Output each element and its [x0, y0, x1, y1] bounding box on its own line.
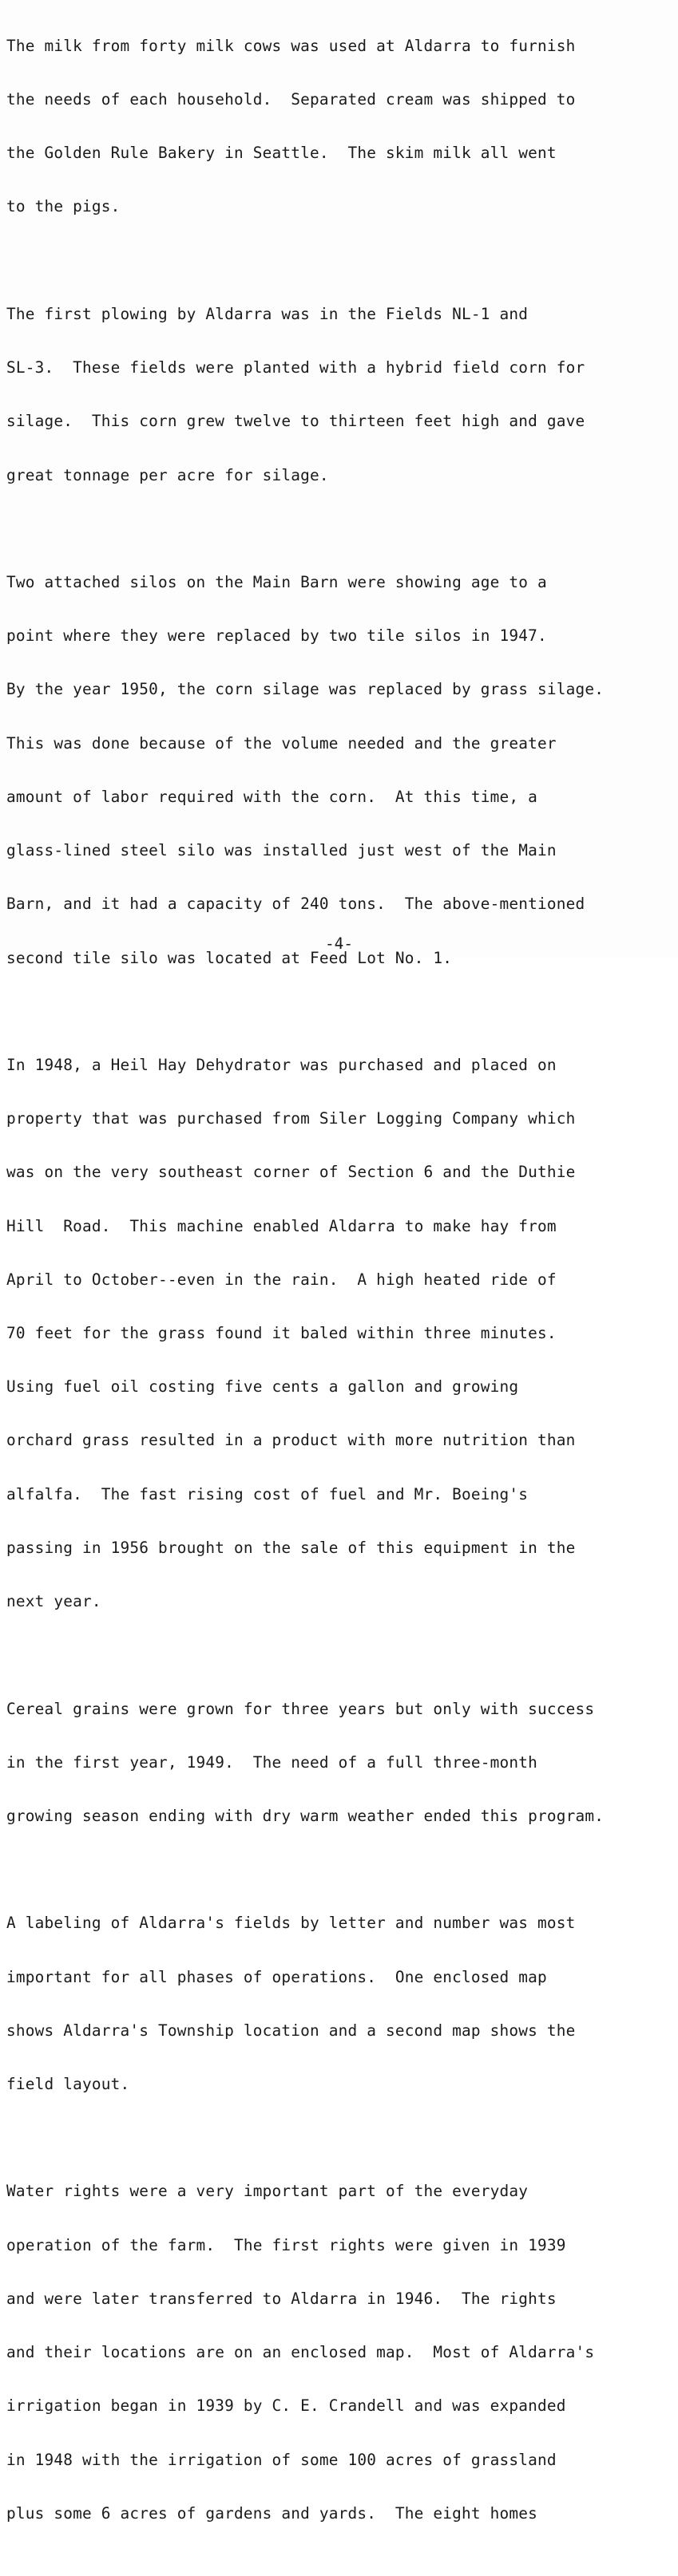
- text-line: Hill Road. This machine enabled Aldarra to make hay from: [6, 1216, 557, 1235]
- paragraph-cereal-grains: [6, 1665, 677, 1861]
- text-line: to the pigs.: [6, 197, 121, 216]
- text-line: In 1948, a Heil Hay Dehydrator was purchased and placed on: [6, 1055, 557, 1074]
- text-line: amount of labor required with the corn. At this time, a: [6, 787, 537, 806]
- text-line: Barn, and it had a capacity of 240 tons. The above-mentioned: [6, 895, 585, 914]
- text-line: The first plowing by Aldarra was in the Fields NL-1 and: [6, 304, 529, 323]
- text-line: in the first year, 1949. The need of a full three-month: [6, 1752, 537, 1772]
- text-line: operation of the farm. The first rights were given in 1939: [6, 2235, 566, 2254]
- text-line: alfalfa. The fast rising cost of fuel and Mr. Boeing's: [6, 1484, 529, 1503]
- text-line: Two attached silos on the Main Barn were showing age to a: [6, 572, 547, 591]
- text-line: orchard grass resulted in a product with more nutrition than: [6, 1431, 576, 1450]
- paragraph-field-labeling: [6, 1879, 677, 2130]
- paragraph-milk: [6, 2, 677, 252]
- text-line: property that was purchased from Siler Logging Company which: [6, 1109, 576, 1128]
- text-line: irrigation began in 1939 by C. E. Crandell and was expanded: [6, 2396, 566, 2416]
- text-line: 70 feet for the grass found it baled within three minutes.: [6, 1324, 557, 1343]
- text-line: and were later transferred to Aldarra in 1946. The rights: [6, 2289, 557, 2308]
- text-line: second tile silo was located at Feed Lot No. 1.: [6, 948, 453, 967]
- text-line: silage. This corn grew twelve to thirteen feet high and gave: [6, 412, 585, 431]
- text-line: was on the very southeast corner of Section 6 and the Duthie: [6, 1163, 576, 1182]
- text-line: April to October--even in the rain. A high heated ride of: [6, 1270, 557, 1289]
- text-line: and their locations are on an enclosed map. Most of Aldarra's: [6, 2343, 595, 2362]
- page-number: -4-: [324, 934, 354, 953]
- paragraph-silos: [6, 538, 677, 1003]
- text-line: next year.: [6, 1592, 101, 1611]
- text-line: This was done because of the volume needed and the greater: [6, 733, 557, 753]
- text-line: Water rights were a very important part of the everyday: [6, 2182, 529, 2201]
- text-line: plus some 6 acres of gardens and yards. The eight homes: [6, 2503, 537, 2523]
- text-line: growing season ending with dry warm weather ended this program.: [6, 1806, 605, 1825]
- paragraph-dehydrator: [6, 1021, 677, 1646]
- text-line: passing in 1956 brought on the sale of this equipment in the: [6, 1538, 576, 1557]
- paragraph-plowing: [6, 270, 677, 520]
- text-line: glass-lined steel silo was installed just west of the Main: [6, 841, 557, 860]
- paragraph-water-rights: [6, 2147, 677, 2558]
- text-line: shows Aldarra's Township location and a second map shows the: [6, 2021, 576, 2040]
- text-line: in 1948 with the irrigation of some 100 acres of grassland: [6, 2450, 557, 2469]
- text-line: SL-3. These fields were planted with a hybrid field corn for: [6, 358, 585, 377]
- text-line: A labeling of Aldarra's fields by letter and number was most: [6, 1914, 576, 1933]
- text-line: The milk from forty milk cows was used at Aldarra to furnish: [6, 36, 576, 55]
- text-line: By the year 1950, the corn silage was replaced by grass silage.: [6, 680, 605, 699]
- text-line: point where they were replaced by two tile silos in 1947.: [6, 626, 547, 646]
- text-line: great tonnage per acre for silage.: [6, 465, 329, 484]
- text-line: the Golden Rule Bakery in Seattle. The skim milk all went: [6, 144, 557, 163]
- text-line: Cereal grains were grown for three years but only with success: [6, 1699, 595, 1718]
- text-line: field layout.: [6, 2075, 130, 2094]
- text-line: important for all phases of operations. One enclosed map: [6, 1967, 547, 1986]
- document-body: [6, 2, 677, 2576]
- text-line: the needs of each household. Separated cream was shipped to: [6, 90, 576, 109]
- text-line: Using fuel oil costing five cents a gallon and growing: [6, 1377, 519, 1397]
